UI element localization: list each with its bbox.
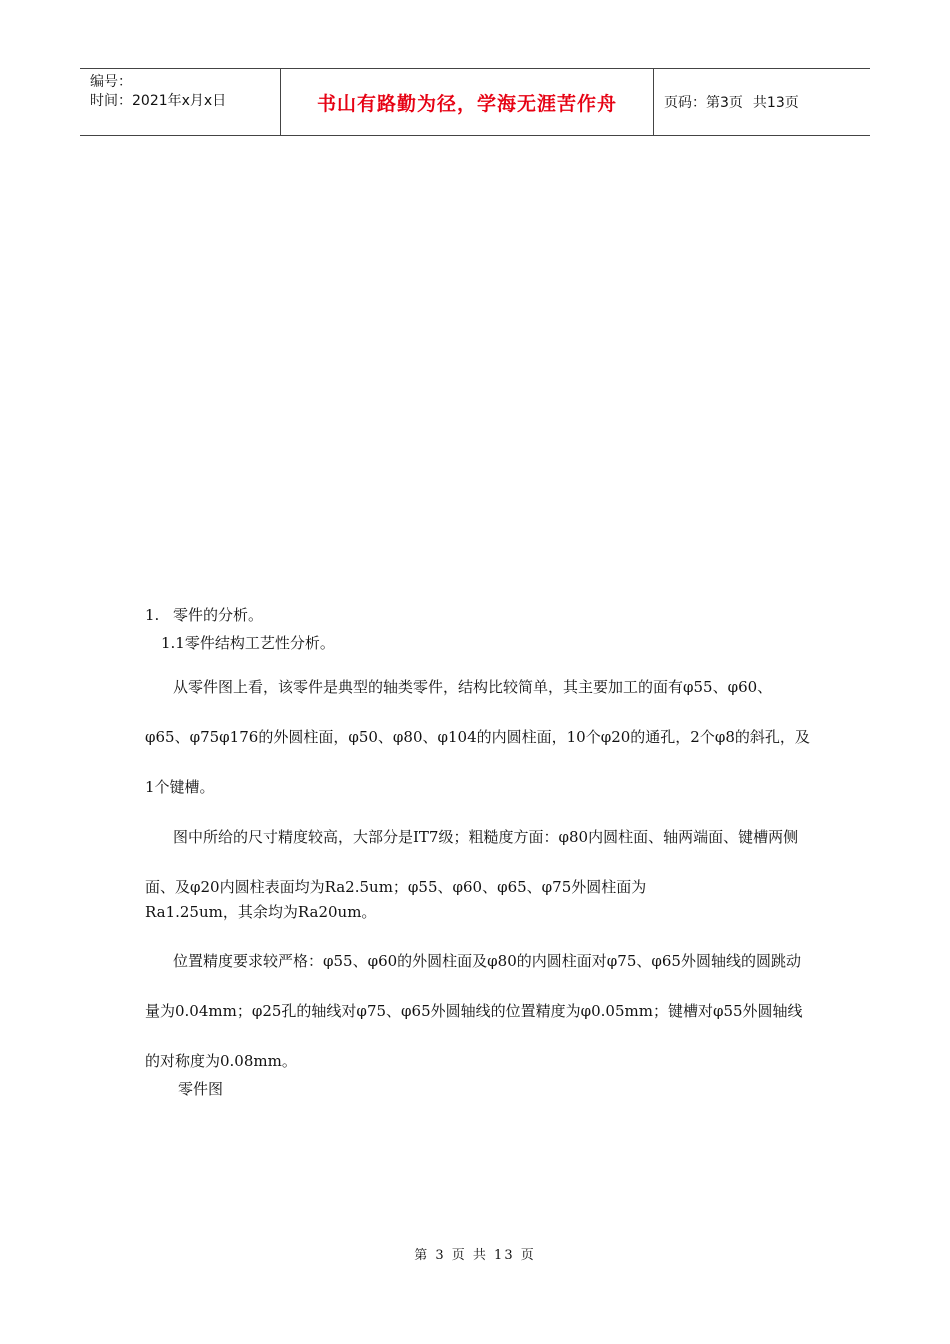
header-motto: 书山有路勤为径，学海无涯苦作舟 bbox=[281, 69, 654, 135]
page-footer: 第 3 页 共 13 页 bbox=[414, 1248, 536, 1263]
paragraph-text-tail: Ra1.25um，其余均为Ra20um。 bbox=[145, 903, 377, 921]
paragraph-text: 位置精度要求较严格：φ55、φ60的外圆柱面及φ80的内圆柱面对φ75、φ65外圆轴线的圆跳动量为0.04mm；φ25孔的轴线对φ75、φ65外圆轴线的位置精度为φ0.05mm；键槽对φ55外圆轴线的对称度为0.08mm。 bbox=[145, 952, 803, 1070]
paragraph-structure bbox=[145, 662, 810, 812]
figure-caption: 零件图 bbox=[178, 1080, 224, 1098]
section-number: 1. bbox=[145, 606, 160, 624]
page-total: 共13页 bbox=[752, 95, 799, 111]
section-heading bbox=[145, 604, 263, 625]
subsection-heading: 1.1零件结构工艺性分析。 bbox=[161, 634, 335, 652]
header-page-info bbox=[654, 69, 870, 135]
number-label: 编号： bbox=[90, 74, 132, 90]
page-header bbox=[80, 68, 870, 136]
paragraph-accuracy bbox=[145, 812, 810, 924]
paragraph-position bbox=[145, 936, 810, 1086]
page-current: 页码：第3页 bbox=[664, 95, 743, 111]
paragraph-text: 从零件图上看，该零件是典型的轴类零件，结构比较简单，其主要加工的面有φ55、φ60、φ65、φ75φ176的外圆柱面，φ50、φ80、φ104的内圆柱面，10个φ20的通孔，2个φ8的斜孔，及1个键槽。 bbox=[145, 678, 810, 796]
header-meta bbox=[80, 69, 281, 135]
date-label: 时间：2021年x月x日 bbox=[90, 93, 227, 109]
section-title: 零件的分析。 bbox=[173, 606, 264, 624]
paragraph-text: 图中所给的尺寸精度较高，大部分是IT7级；粗糙度方面：φ80内圆柱面、轴两端面、键槽两侧面、及φ20内圆柱表面均为Ra2.5um；φ55、φ60、φ65、φ75外圆柱面为 bbox=[145, 828, 799, 896]
